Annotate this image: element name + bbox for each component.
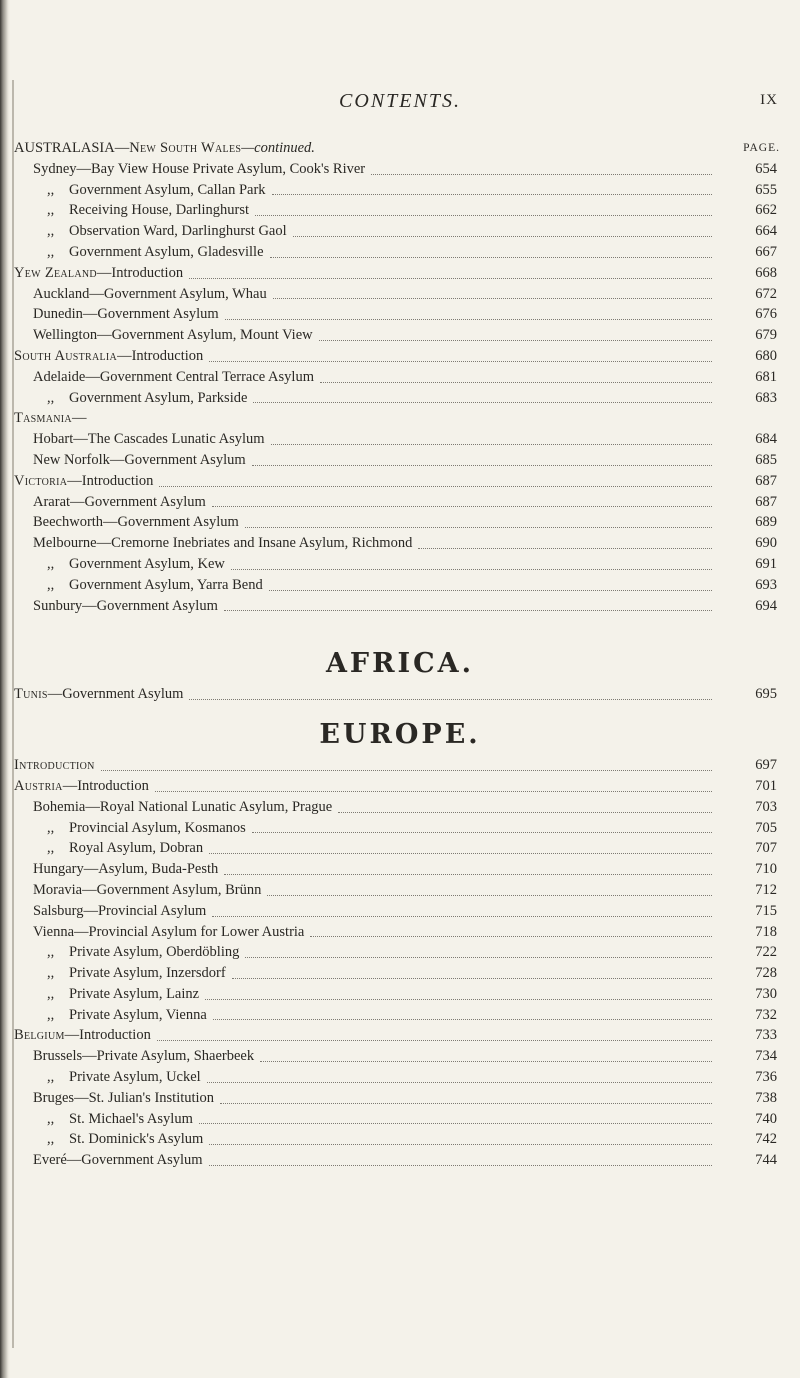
- dot-leader: [199, 1103, 712, 1125]
- folio: IX: [760, 92, 778, 108]
- page-number: 733: [755, 1027, 777, 1044]
- dot-leader: [209, 1144, 712, 1166]
- region-name: Tasmania: [14, 410, 72, 427]
- ditto-mark: ,,: [47, 576, 55, 593]
- page-number: 695: [755, 686, 777, 703]
- dot-leader: [338, 791, 712, 813]
- dot-leader: [231, 548, 712, 570]
- dot-leader: [209, 340, 712, 362]
- entry-text: —Introduction: [64, 1027, 151, 1044]
- ditto-mark: ,,: [47, 555, 55, 572]
- entry-label: [14, 263, 183, 284]
- dot-leader: [189, 257, 712, 279]
- entry-label: [14, 1025, 151, 1046]
- dot-leader: [272, 174, 712, 196]
- page-number: 710: [755, 861, 777, 878]
- dot-leader: [273, 278, 712, 300]
- page-number: 738: [755, 1089, 777, 1106]
- dot-leader: [271, 423, 712, 445]
- entry-text: Sydney—Bay View House Private Asylum, Cook's River: [33, 160, 366, 177]
- entry-label: [47, 554, 225, 575]
- page-number: 693: [755, 576, 777, 593]
- entry-label: [33, 1150, 203, 1171]
- entry-text: Government Asylum, Callan Park: [69, 181, 266, 198]
- ditto-mark: ,,: [47, 1069, 55, 1086]
- entry-text: Salsburg—Provincial Asylum: [33, 902, 207, 919]
- dot-leader: [269, 569, 712, 591]
- dot-leader: [245, 506, 712, 528]
- region-name: AUSTRALASIA—: [14, 140, 130, 156]
- dot-leader: [159, 465, 712, 487]
- dot-leader: [418, 527, 712, 549]
- page-number: 690: [755, 535, 777, 552]
- dot-leader: [253, 382, 712, 404]
- entry-label: [47, 200, 249, 221]
- dot-leader: [225, 298, 712, 320]
- page-number: PAGE.: [743, 142, 780, 154]
- toc-entry: [0, 684, 800, 705]
- entry-label: [47, 1129, 203, 1150]
- entry-text: Hobart—The Cascades Lunatic Asylum: [33, 431, 265, 448]
- entry-label: [47, 388, 247, 409]
- running-head: [0, 90, 800, 120]
- entry-text: Private Asylum, Lainz: [69, 985, 200, 1002]
- entry-text: St. Michael's Asylum: [69, 1110, 193, 1127]
- region-name: Tunis: [14, 686, 48, 703]
- page-number: 728: [755, 965, 777, 982]
- entry-text: Everé—Government Asylum: [33, 1152, 203, 1169]
- ditto-mark: ,,: [47, 202, 55, 219]
- ditto-mark: ,,: [47, 243, 55, 260]
- dot-leader: [245, 936, 712, 958]
- page-number: 691: [755, 555, 777, 572]
- entry-text: —: [71, 410, 87, 427]
- entry-text: St. Dominick's Asylum: [69, 1131, 204, 1148]
- entry-label: [14, 755, 95, 776]
- page-number: 744: [755, 1152, 777, 1169]
- ditto-mark: ,,: [47, 1006, 55, 1023]
- entry-text: Bruges—St. Julian's Institution: [33, 1089, 215, 1106]
- dot-leader: [252, 444, 712, 466]
- dot-leader: [209, 1123, 712, 1145]
- entry-label: [33, 304, 219, 325]
- page-number: 679: [755, 327, 777, 344]
- page-number: 715: [755, 902, 777, 919]
- dot-leader: [255, 194, 712, 216]
- dot-leader: [319, 319, 712, 341]
- entry-label: [47, 984, 199, 1005]
- dot-leader: [224, 853, 712, 875]
- page-number: 742: [755, 1131, 777, 1148]
- toc-entry: [0, 388, 800, 409]
- page-number: 694: [755, 597, 777, 614]
- ditto-mark: ,,: [47, 819, 55, 836]
- entry-text: Sunbury—Government Asylum: [33, 597, 218, 614]
- page-number: 689: [755, 514, 777, 531]
- running-title: CONTENTS.: [339, 90, 461, 112]
- entry-text: Provincial Asylum, Kosmanos: [69, 819, 246, 836]
- ditto-mark: ,,: [47, 1110, 55, 1127]
- entry-text: Beechworth—Government Asylum: [33, 514, 239, 531]
- dot-leader: [320, 361, 712, 383]
- page-number: 705: [755, 819, 777, 836]
- page-number: 676: [755, 306, 777, 323]
- entry-text: Receiving House, Darlinghurst: [69, 202, 250, 219]
- entry-text: —Introduction: [62, 777, 149, 794]
- region-name: South Australia: [14, 347, 118, 364]
- ditto-mark: ,,: [47, 223, 55, 240]
- page-number: 697: [755, 757, 777, 774]
- dot-leader: [155, 770, 712, 792]
- dot-leader: [209, 832, 712, 854]
- page-number: 687: [755, 472, 777, 489]
- region-name: Austria: [14, 777, 63, 794]
- page-number: 668: [755, 264, 777, 281]
- dot-leader: [157, 1019, 712, 1041]
- entry-label: [14, 346, 203, 367]
- page-number: 740: [755, 1110, 777, 1127]
- page-number: 730: [755, 985, 777, 1002]
- entry-text: Government Asylum, Gladesville: [69, 243, 264, 260]
- entry-text: New Norfolk—Government Asylum: [33, 451, 246, 468]
- entry-text: Auckland—Government Asylum, Whau: [33, 285, 267, 302]
- entry-text: Government Asylum, Parkside: [69, 389, 248, 406]
- page-number: 680: [755, 347, 777, 364]
- dot-leader: [224, 590, 712, 612]
- ditto-mark: ,,: [47, 944, 55, 961]
- entry-text: Moravia—Government Asylum, Brünn: [33, 881, 262, 898]
- entry-label: [47, 180, 266, 201]
- entry-text: Private Asylum, Oberdöbling: [69, 944, 240, 961]
- entry-label: [33, 492, 206, 513]
- ditto-mark: ,,: [47, 181, 55, 198]
- entry-text: —Introduction: [117, 347, 204, 364]
- entry-text: Private Asylum, Inzersdorf: [69, 965, 226, 982]
- section-spacer: [0, 705, 800, 715]
- page-number: 718: [755, 923, 777, 940]
- entry-text: Adelaide—Government Central Terrace Asylum: [33, 368, 314, 385]
- entry-text: Private Asylum, Vienna: [69, 1006, 207, 1023]
- entry-label: [14, 138, 315, 159]
- page-number: 701: [755, 777, 777, 794]
- dot-leader: [220, 1082, 712, 1104]
- entry-label: [33, 429, 265, 450]
- entry-text: Government Asylum, Kew: [69, 555, 225, 572]
- page-number: 703: [755, 798, 777, 815]
- entry-label: [33, 512, 239, 533]
- page-number: 734: [755, 1048, 777, 1065]
- page-number: 672: [755, 285, 777, 302]
- section-spacer: [0, 616, 800, 644]
- entry-text: Bohemia—Royal National Lunatic Asylum, Prague: [33, 798, 333, 815]
- dot-leader: [205, 978, 712, 1000]
- dot-leader: [213, 999, 712, 1021]
- entry-text: Observation Ward, Darlinghurst Gaol: [69, 223, 287, 240]
- entry-label: [14, 408, 86, 429]
- entry-text: Private Asylum, Uckel: [69, 1069, 201, 1086]
- page-number: 655: [755, 181, 777, 198]
- ditto-mark: ,,: [47, 840, 55, 857]
- dot-leader: [207, 1061, 712, 1083]
- entry-label: [33, 1088, 214, 1109]
- entry-text: Wellington—Government Asylum, Mount View: [33, 327, 313, 344]
- entry-label: [47, 963, 226, 984]
- entry-text: Melbourne—Cremorne Inebriates and Insane Asylum, Richmond: [33, 535, 413, 552]
- page-number: 707: [755, 840, 777, 857]
- dot-leader: [267, 874, 712, 896]
- entry-label: [33, 859, 218, 880]
- entry-text: Dunedin—Government Asylum: [33, 306, 219, 323]
- ditto-mark: ,,: [47, 389, 55, 406]
- dot-leader: [189, 678, 712, 700]
- dot-leader: [371, 153, 712, 175]
- page-number: 712: [755, 881, 777, 898]
- entry-label: [47, 221, 287, 242]
- page-number: 687: [755, 493, 777, 510]
- section-heading: EUROPE.: [319, 719, 481, 751]
- dot-leader: [232, 957, 712, 979]
- dot-leader: [293, 215, 712, 237]
- entry-label: [47, 942, 239, 963]
- table-of-contents: [0, 138, 800, 1171]
- page-number: 654: [755, 160, 777, 177]
- entry-text: Vienna—Provincial Asylum for Lower Austria: [33, 923, 305, 940]
- entry-text: Ararat—Government Asylum: [33, 493, 206, 510]
- dot-leader: [212, 895, 712, 917]
- dot-leader: [252, 812, 712, 834]
- section-heading: AFRICA.: [325, 648, 475, 680]
- continued-note: —continued.: [241, 140, 315, 156]
- entry-label: [33, 596, 218, 617]
- region-name: Introduction: [14, 757, 95, 774]
- dot-leader: [101, 749, 712, 771]
- ditto-mark: ,,: [47, 1131, 55, 1148]
- entry-label: [47, 838, 203, 859]
- entry-text: Brussels—Private Asylum, Shaerbeek: [33, 1048, 255, 1065]
- toc-entry: [0, 596, 800, 617]
- subregion-name: New South Wales: [129, 140, 242, 156]
- dot-leader: [310, 916, 712, 938]
- entry-text: Government Asylum, Yarra Bend: [69, 576, 263, 593]
- region-name: Yew Zealand: [14, 264, 97, 281]
- dot-leader: [270, 236, 712, 258]
- entry-text: —Introduction: [67, 472, 154, 489]
- entry-text: —Government Asylum: [47, 686, 184, 703]
- page-number: 681: [755, 368, 777, 385]
- entry-label: [33, 901, 206, 922]
- page-number: 722: [755, 944, 777, 961]
- entry-label: [47, 1067, 201, 1088]
- entry-label: [47, 1109, 193, 1130]
- page-number: 667: [755, 243, 777, 260]
- region-name: Victoria: [14, 472, 68, 489]
- entry-text: Hungary—Asylum, Buda-Pesth: [33, 861, 219, 878]
- page-number: 684: [755, 431, 777, 448]
- page-number: 683: [755, 389, 777, 406]
- ditto-mark: ,,: [47, 965, 55, 982]
- region-name: Belgium: [14, 1027, 65, 1044]
- page-number: 732: [755, 1006, 777, 1023]
- entry-label: [14, 471, 153, 492]
- dot-leader: [260, 1040, 712, 1062]
- page-number: 736: [755, 1069, 777, 1086]
- page-number: 664: [755, 223, 777, 240]
- entry-text: —Introduction: [96, 264, 184, 281]
- entry-label: [14, 776, 149, 797]
- toc-entry: [0, 1150, 800, 1171]
- page-number: 685: [755, 451, 777, 468]
- ditto-mark: ,,: [47, 985, 55, 1002]
- dot-leader: [212, 486, 712, 508]
- page-number: 662: [755, 202, 777, 219]
- entry-text: Royal Asylum, Dobran: [69, 840, 204, 857]
- entry-label: [14, 684, 183, 705]
